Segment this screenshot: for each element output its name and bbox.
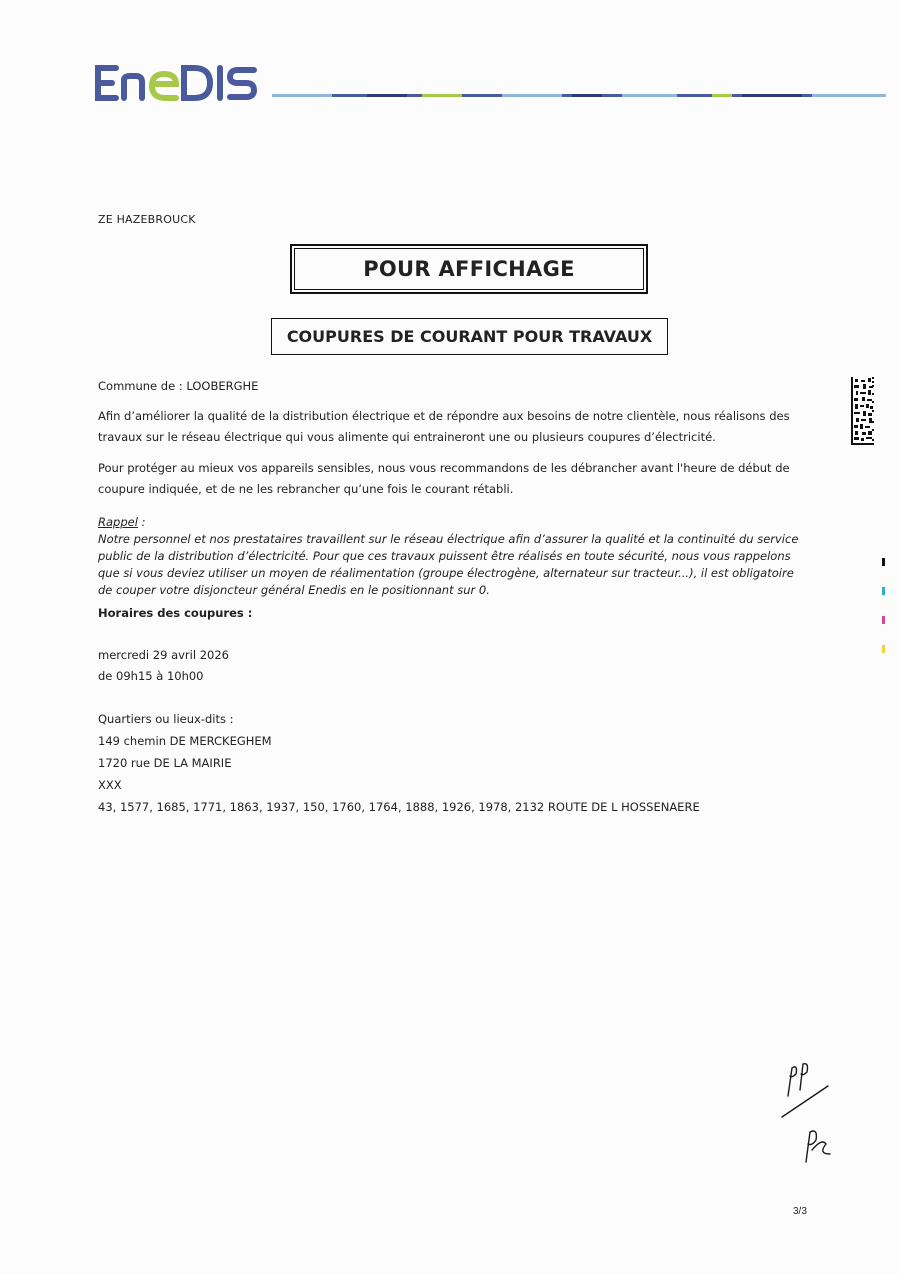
datamatrix-code xyxy=(851,377,874,445)
handwritten-initials xyxy=(778,1062,838,1167)
page-number: 3/3 xyxy=(793,1206,807,1217)
rappel-suffix: : xyxy=(137,515,146,529)
advice-paragraph: Pour protéger au mieux vos appareils sensibles, nous vous recommandons de les débrancher avant l'heure de début de coupure indiquée, et de ne les rebrancher qu’une fois le courant rétabli. xyxy=(98,461,790,496)
quartiers-title: Quartiers ou lieux-dits : xyxy=(98,712,234,726)
commune: Commune de : LOOBERGHE xyxy=(98,379,259,393)
outage-time: de 09h15 à 10h00 xyxy=(98,669,204,683)
title-main: POUR AFFICHAGE xyxy=(290,244,648,294)
enedis-logo xyxy=(92,62,262,104)
quartier-item: 149 chemin DE MERCKEGHEM xyxy=(98,734,272,748)
outage-date: mercredi 29 avril 2026 xyxy=(98,648,229,662)
quartier-item: 43, 1577, 1685, 1771, 1863, 1937, 150, 1760, 1764, 1888, 1926, 1978, 2132 ROUTE DE L HOSSENAERE xyxy=(98,800,700,814)
horaires-title: Horaires des coupures : xyxy=(98,606,253,620)
mark-black xyxy=(882,558,885,566)
rappel-text: Notre personnel et nos prestataires travaillent sur le réseau électrique afin d’assurer la qualité et la continuité du service public de la distribution d’électricité. Pour que ces travaux puissent être réalisés en toute sécurité, nous vous rappelons que si vous deviez utiliser un moyen de réalimentation (groupe électrogène, alternateur sur tracteur...), il est obligatoire de couper votre disjoncteur général Enedis en le positionnant sur 0. xyxy=(98,532,799,597)
title-sub: COUPURES DE COURANT POUR TRAVAUX xyxy=(271,318,668,355)
zone-label: ZE HAZEBROUCK xyxy=(98,213,196,226)
quartier-item: 1720 rue DE LA MAIRIE xyxy=(98,756,232,770)
mark-cyan xyxy=(882,587,885,595)
rappel-block xyxy=(98,514,810,599)
mark-yellow xyxy=(882,645,885,653)
quartier-item: XXX xyxy=(98,778,122,792)
rappel-title: Rappel xyxy=(98,515,138,529)
mark-magenta xyxy=(882,616,885,624)
intro-paragraph: Afin d’améliorer la qualité de la distribution électrique et de répondre aux besoins de notre clientèle, nous réalisons des travaux sur le réseau électrique qui vous alimente qui entraineront une ou plusieurs coupures d’électricité. xyxy=(98,409,790,444)
header-divider xyxy=(272,94,886,97)
